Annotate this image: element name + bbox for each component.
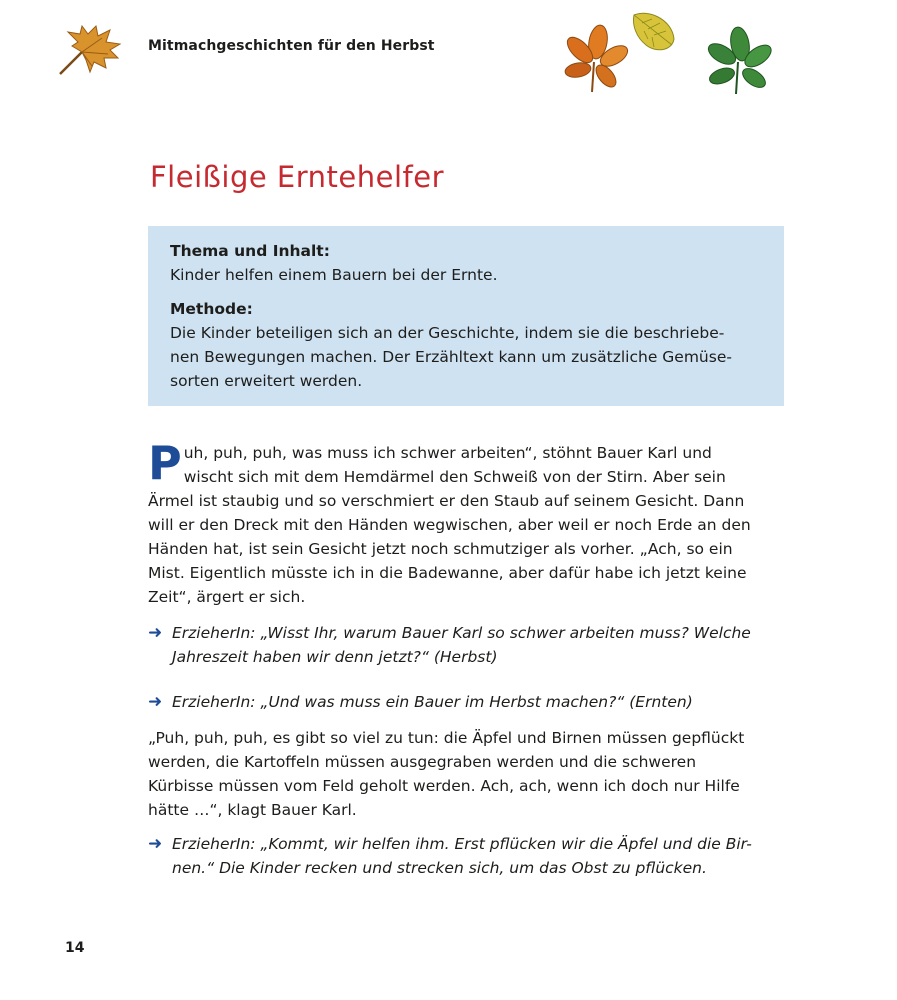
intro-paragraph [148,436,788,609]
birch-leaf-yellow-icon [628,5,680,57]
note-line: Jahreszeit haben wir denn jetzt?“ (Herbst) [172,648,498,666]
story-line: hätte …“, klagt Bauer Karl. [148,801,357,819]
info-box [148,226,784,406]
story-line: Ärmel ist staubig und so verschmiert er den Staub auf seinem Gesicht. Dann [148,492,745,510]
story-line: Kürbisse müssen vom Feld geholt werden. Ach, ach, wenn ich doch nur Hilfe [148,777,740,795]
story-line: Mist. Eigentlich müsste ich in die Badewanne, aber dafür habe ich jetzt keine [148,564,747,582]
story-line: werden, die Kartoffeln müssen ausgegraben werden und die schweren [148,753,697,771]
story-text [148,436,788,880]
theme-label: Thema und Inhalt: [170,242,330,260]
arrow-right-icon: ➜ [148,834,163,854]
note-line: nen.“ Die Kinder recken und strecken sich, um das Obst zu pflücken. [172,859,707,877]
educator-note [148,832,788,880]
story-line: Händen hat, ist sein Gesicht jetzt noch schmutziger als vorher. „Ach, so ein [148,540,733,558]
note-line: ErzieherIn: „Kommt, wir helfen ihm. Erst pflücken wir die Äpfel und die Bir- [172,835,752,853]
method-line: nen Bewegungen machen. Der Erzähltext kann um zusätzliche Gemüse- [170,348,732,366]
note-line: ErzieherIn: „Wisst Ihr, warum Bauer Karl so schwer arbeiten muss? Welche [172,624,751,642]
arrow-right-icon: ➜ [148,692,163,712]
story-line: Zeit“, ärgert er sich. [148,588,306,606]
story-line: will er den Dreck mit den Händen wegwischen, aber weil er noch Erde an den [148,516,751,534]
method-line: sorten erweitert werden. [170,372,363,390]
running-header-title: Mitmachgeschichten für den Herbst [148,38,435,54]
story-line: „Puh, puh, puh, es gibt so viel zu tun: die Äpfel und Birnen müssen gepflückt [148,729,745,747]
story-paragraph [148,726,788,822]
page-title: Fleißige Erntehelfer [150,160,445,194]
story-line: wischt sich mit dem Hemdärmel den Schweiß von der Stirn. Aber sein [183,468,726,486]
method-line: Die Kinder beteiligen sich an der Geschichte, indem sie die beschriebe- [170,324,725,342]
theme-text: Kinder helfen einem Bauern bei der Ernte. [170,266,498,284]
educator-note [148,690,788,714]
chestnut-leaf-green-icon [700,26,774,96]
arrow-right-icon: ➜ [148,623,163,643]
educator-note [148,621,788,669]
story-line: uh, puh, puh, was muss ich schwer arbeiten“, stöhnt Bauer Karl und [183,444,712,462]
page-number: 14 [65,940,85,956]
drop-cap: P [148,436,182,490]
note-line: ErzieherIn: „Und was muss ein Bauer im Herbst machen?“ (Ernten) [172,693,693,711]
maple-leaf-icon [52,22,126,80]
method-label: Methode: [170,300,253,318]
chestnut-leaf-orange-icon [560,24,630,94]
